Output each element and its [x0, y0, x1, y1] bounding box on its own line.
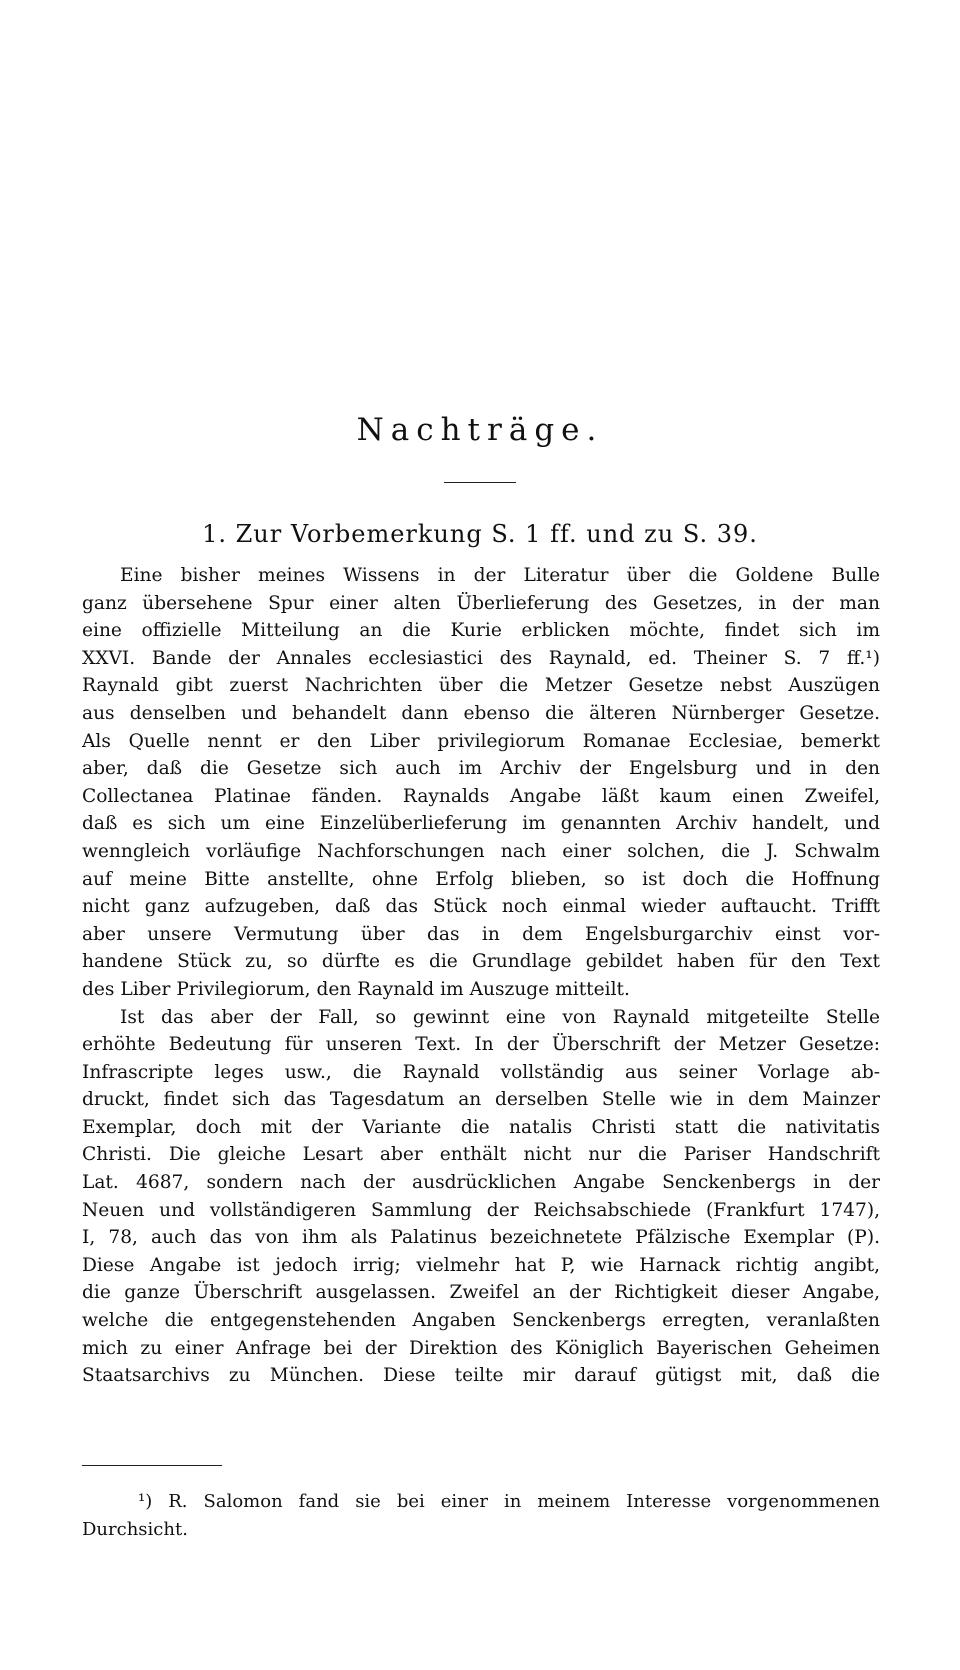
text-line: Lat. 4687, sondern nach der ausdrücklichen Angabe Senckenbergs in der [82, 1172, 880, 1194]
text-line: aber unsere Vermutung über das in dem Engelsburgarchiv einst vor- [82, 923, 880, 945]
footnote-line: Durchsicht. [82, 1518, 188, 1540]
text-line: erhöhte Bedeutung für unseren Text. In der Überschrift der Metzer Gesetze: [82, 1034, 880, 1056]
text-line: aber, daß die Gesetze sich auch im Archiv der Engelsburg und in den [82, 758, 880, 780]
text-line: handene Stück zu, so dürfte es die Grundlage gebildet haben für den Text [82, 951, 880, 973]
text-line: Collectanea Platinae fänden. Raynalds Angabe läßt kaum einen Zweifel, [82, 785, 880, 807]
text-line: des Liber Privilegiorum, den Raynald im Auszuge mitteilt. [82, 978, 630, 1000]
text-line: welche die entgegenstehenden Angaben Senckenbergs erregten, veranlaßten [82, 1310, 880, 1332]
text-line: eine offizielle Mitteilung an die Kurie erblicken möchte, findet sich im [82, 620, 880, 642]
page-title: Nachträge. [356, 412, 604, 448]
text-line: daß es sich um eine Einzelüberlieferung im genannten Archiv handelt, und [82, 813, 880, 835]
title-divider [444, 482, 516, 483]
paragraph-2 [82, 1004, 880, 1390]
text-line: Staatsarchivs zu München. Diese teilte mir darauf gütigst mit, daß die [82, 1365, 880, 1387]
footnote-line: ¹) R. Salomon fand sie bei einer in meinem Interesse vorgenommenen [138, 1491, 880, 1512]
text-line: auf meine Bitte anstellte, ohne Erfolg blieben, so ist doch die Hoffnung [82, 868, 880, 890]
text-line: Exemplar, doch mit der Variante die natalis Christi statt die nativitatis [82, 1116, 880, 1138]
text-line: Eine bisher meines Wissens in der Literatur über die Goldene Bulle [120, 565, 880, 586]
text-line: mich zu einer Anfrage bei der Direktion des Königlich Bayerischen Geheimen [82, 1337, 880, 1359]
text-line: aus denselben und behandelt dann ebenso die älteren Nürnberger Gesetze. [82, 702, 880, 724]
text-line: wenngleich vorläufige Nachforschungen nach einer solchen, die J. Schwalm [82, 840, 880, 862]
paragraph-1 [82, 562, 880, 1004]
text-line: Neuen und vollständigeren Sammlung der Reichsabschiede (Frankfurt 1747), [82, 1199, 880, 1221]
text-line: nicht ganz aufzugeben, daß das Stück noch einmal wieder auftaucht. Trifft [82, 896, 880, 918]
body-text [82, 562, 880, 1390]
text-line: Infrascripte leges usw., die Raynald vollständig aus seiner Vorlage ab- [82, 1061, 880, 1083]
text-line: druckt, findet sich das Tagesdatum an derselben Stelle wie in dem Mainzer [82, 1089, 880, 1111]
text-line: ganz übersehene Spur einer alten Überlieferung des Gesetzes, in der man [82, 592, 880, 614]
footnote-divider [82, 1465, 222, 1466]
text-line: I, 78, auch das von ihm als Palatinus bezeichnetete Pfälzische Exemplar (P). [82, 1227, 880, 1249]
text-line: Diese Angabe ist jedoch irrig; vielmehr hat P, wie Harnack richtig angibt, [82, 1254, 880, 1276]
footnote [82, 1488, 880, 1543]
text-line: Christi. Die gleiche Lesart aber enthält nicht nur die Pariser Handschrift [82, 1144, 880, 1166]
text-line: XXVI. Bande der Annales ecclesiastici des Raynald, ed. Theiner S. 7 ff.¹) [82, 647, 880, 669]
text-line: Raynald gibt zuerst Nachrichten über die Metzer Gesetze nebst Auszügen [82, 675, 880, 697]
text-line: Ist das aber der Fall, so gewinnt eine von Raynald mitgeteilte Stelle [120, 1006, 880, 1028]
section-heading: 1. Zur Vorbemerkung S. 1 ff. und zu S. 39. [202, 520, 758, 548]
text-line: die ganze Überschrift ausgelassen. Zweifel an der Richtigkeit dieser Angabe, [82, 1282, 880, 1304]
text-line: Als Quelle nennt er den Liber privilegiorum Romanae Ecclesiae, bemerkt [82, 730, 880, 752]
